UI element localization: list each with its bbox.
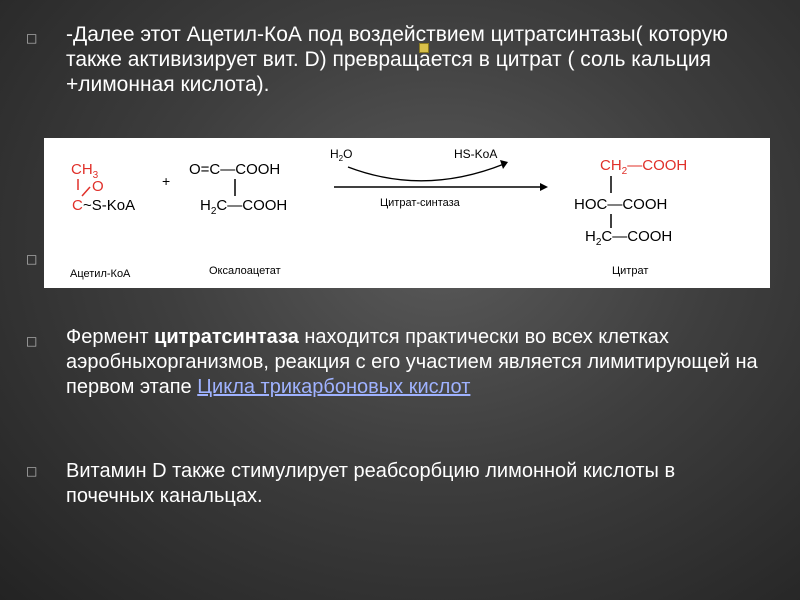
reaction-svg [44,138,770,288]
citrate-mid: HOC—COOH [574,196,668,213]
bullet-1: □ [26,31,38,45]
hskoa-label: HS-KoA [454,147,498,161]
oxalo-top: O=C—COOH [189,161,281,178]
label-citrate: Цитрат [612,265,649,277]
acetyl-bond-2 [82,187,90,196]
p2-prefix: Фермент [66,326,155,348]
label-oxaloacetate: Оксалоацетат [209,265,281,277]
acetyl-ch3: $CH_3$ [71,161,99,181]
acetyl-c: C [72,197,83,214]
bullet-3: □ [26,464,38,478]
paragraph-1: -Далее этот Ацетил-КоА под воздействием цитратсинтазы( которую также активизирует вит. D) превращается в цитрат ( соль кальция +лимонная кислота). [66,23,728,96]
acetyl-skoa: ~S-KoA [83,197,136,214]
enzyme-label: Цитрат-синтаза [380,197,460,209]
side-arrow [348,164,504,181]
reaction-arrowhead [540,183,548,191]
bullet-empty: □ [26,252,38,266]
plus-sign: + [162,173,171,189]
paragraph-2 [66,325,766,400]
label-acetyl-coa: Ацетил-КоА [70,268,131,280]
citrate-top: $CH_2—COOH$ [600,157,688,177]
krebs-cycle-link[interactable]: Цикла трикарбоновых кислот [197,376,471,398]
acetyl-o: O [92,178,104,195]
bullet-2: □ [26,334,38,348]
h2o-label: $H_2O$ [330,147,353,163]
oxalo-bottom: $H_2C—COOH$ [200,197,288,217]
p2-enzyme-bold: цитратсинтаза [154,326,299,348]
citrate-bottom: $H_2C—COOH$ [585,228,673,248]
reaction-diagram [44,138,770,288]
p2-middle: находится практически во всех клетках аэробныхорганизмов, реакция с его участием является лимитирующей на первом этапе [66,326,758,398]
paragraph-3: Витамин D также стимулирует реабсорбцию лимонной кислоты в почечных канальцах. [66,460,676,507]
